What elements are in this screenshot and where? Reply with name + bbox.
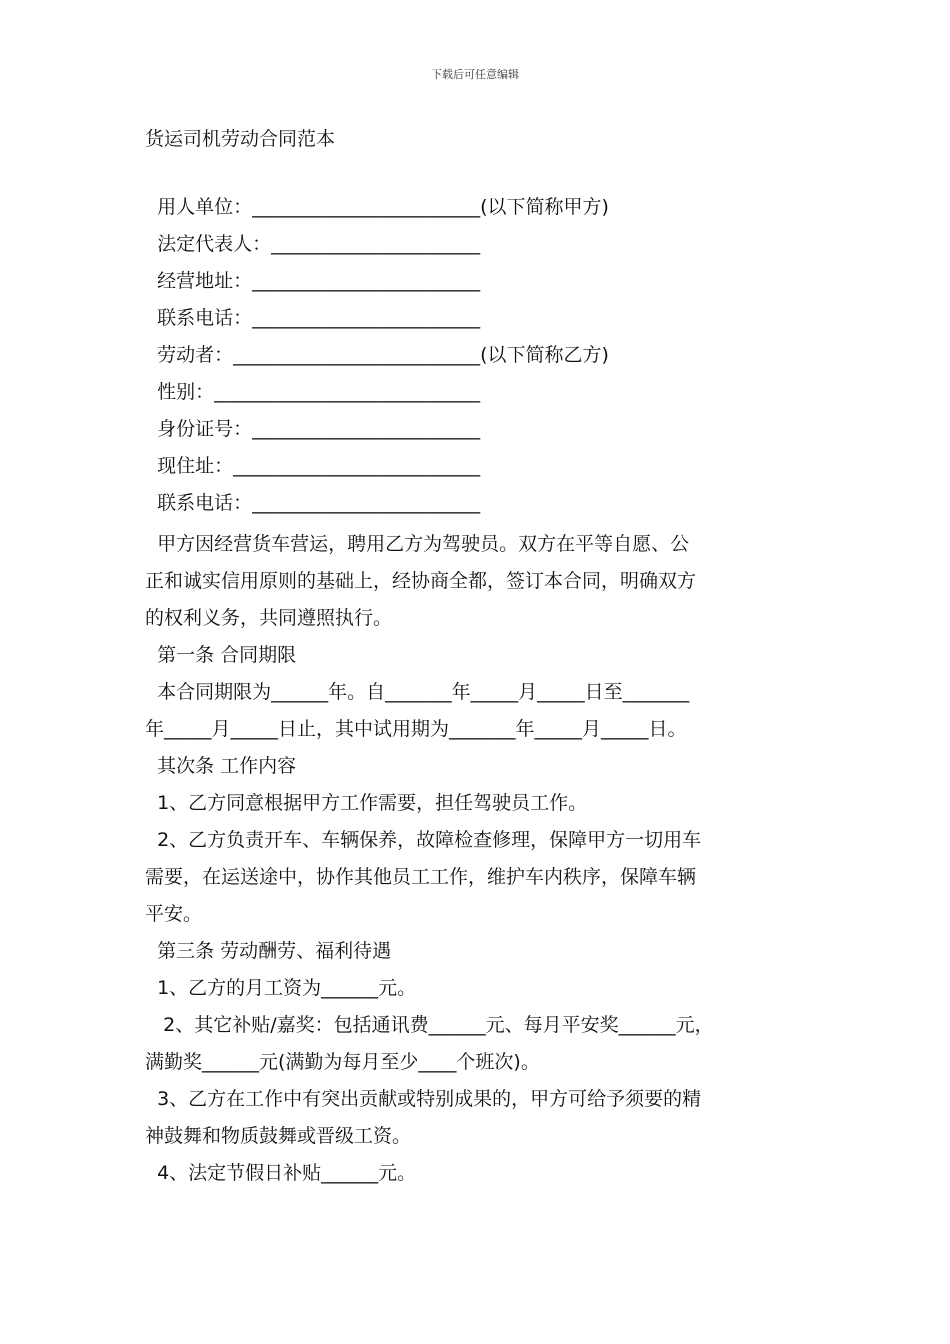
article-3-title: 第三条 劳动酬劳、福利待遇	[145, 940, 392, 962]
article-3-item-2	[145, 1007, 815, 1081]
business-address-field: 经营地址：________________________	[145, 270, 481, 292]
article-3-heading	[145, 933, 815, 970]
article-2-item-1-line: 1、乙方同意根据甲方工作需要，担任驾驶员工作。	[145, 792, 588, 814]
article-2-item-2	[145, 822, 815, 933]
article-2-title: 其次条 工作内容	[145, 755, 297, 777]
document-title: 货运司机劳动合同范本	[145, 128, 336, 150]
worker-phone-field: 联系电话：________________________	[145, 492, 481, 514]
article-3-item-1-line: 1、乙方的月工资为______元。	[145, 977, 417, 999]
article-1-title: 第一条 合同期限	[145, 644, 297, 666]
article-3-item-4-line: 4、法定节假日补贴______元。	[145, 1162, 417, 1184]
article-2-item-2-line: 平安。	[145, 903, 203, 925]
article-2-heading	[145, 748, 815, 785]
id-number-field: 身份证号：________________________	[145, 418, 481, 440]
article-2-item-1	[145, 785, 815, 822]
gender-field: 性别：____________________________	[145, 381, 481, 403]
employer-field: 用人单位：________________________(以下简称甲方)	[145, 196, 609, 218]
article-2-item-2-line: 2、乙方负责开车、车辆保养，故障检查修理，保障甲方一切用车	[145, 829, 702, 851]
article-1-line: 年_____月_____日止，其中试用期为_______年_____月_____日。	[145, 718, 687, 740]
article-1-line: 本合同期限为______年。自_______年_____月_____日至_______	[145, 681, 690, 703]
party-info-fields	[145, 189, 815, 522]
article-1-heading	[145, 637, 815, 674]
article-3-item-3-line: 神鼓舞和物质鼓舞或晋级工资。	[145, 1125, 412, 1147]
worker-field: 劳动者：__________________________(以下简称乙方)	[145, 344, 609, 366]
intro-line: 的权利义务，共同遵照执行。	[145, 607, 393, 629]
article-1-paragraph	[145, 674, 815, 748]
article-3-item-2-line: 满勤奖______元(满勤为每月至少____个班次)。	[145, 1051, 540, 1073]
intro-line: 正和诚实信用原则的基础上，经协商全都，签订本合同，明确双方	[145, 570, 697, 592]
employer-phone-field: 联系电话：________________________	[145, 307, 481, 329]
article-3-item-3	[145, 1081, 815, 1155]
article-3-item-3-line: 3、乙方在工作中有突出贡献或特别成果的，甲方可给予须要的精	[145, 1088, 702, 1110]
header-note: 下载后可任意编辑	[431, 68, 519, 81]
article-3-item-1	[145, 970, 815, 1007]
article-3-item-2-line: 2、其它补贴/嘉奖：包括通讯费______元、每月平安奖______元，	[145, 1014, 714, 1036]
intro-line: 甲方因经营货车营运，聘用乙方为驾驶员。双方在平等自愿、公	[145, 533, 690, 555]
intro-paragraph	[145, 526, 815, 637]
current-address-field: 现住址：__________________________	[145, 455, 481, 477]
legal-representative-field: 法定代表人：______________________	[145, 233, 481, 255]
article-2-item-2-line: 需要，在运送途中，协作其他员工工作，维护车内秩序，保障车辆	[145, 866, 697, 888]
article-3-item-4	[145, 1155, 815, 1192]
